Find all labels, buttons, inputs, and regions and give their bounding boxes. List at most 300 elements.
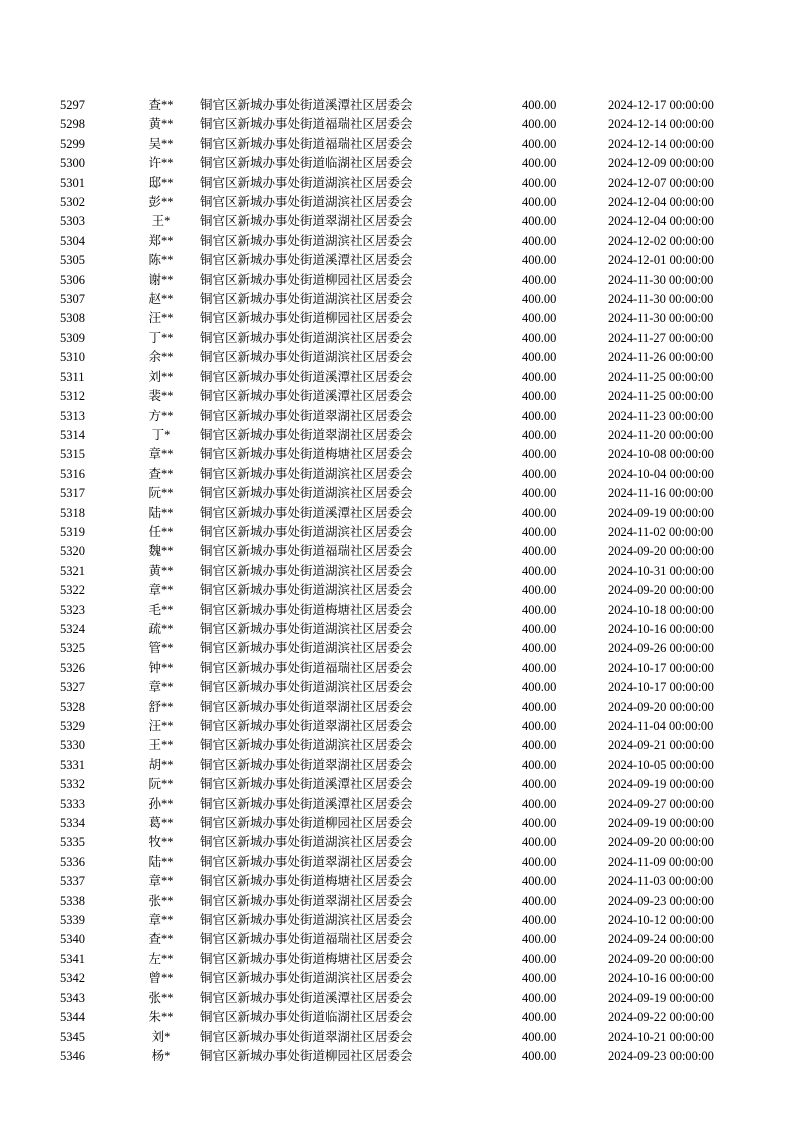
record-amount: 400.00 <box>522 253 557 268</box>
record-id: 5334 <box>60 816 85 831</box>
record-amount: 400.00 <box>522 233 557 248</box>
table-row <box>60 1008 733 1027</box>
record-id: 5299 <box>60 136 85 151</box>
table-row <box>60 1047 733 1066</box>
record-organization: 铜官区新城办事处街道翠湖社区居委会 <box>200 893 413 908</box>
record-amount: 400.00 <box>522 195 557 210</box>
record-id: 5305 <box>60 253 85 268</box>
record-date: 2024-09-20 00:00:00 <box>608 835 714 850</box>
record-id: 5317 <box>60 486 85 501</box>
spacer-cell <box>450 96 522 115</box>
record-id: 5324 <box>60 621 85 636</box>
record-name: 任** <box>148 524 174 539</box>
record-name: 阮** <box>148 777 174 792</box>
record-organization: 铜官区新城办事处街道福瑞社区居委会 <box>200 544 413 559</box>
record-date: 2024-10-16 00:00:00 <box>608 971 714 986</box>
record-id: 5306 <box>60 272 85 287</box>
record-id: 5345 <box>60 1029 85 1044</box>
spacer-cell <box>450 368 522 387</box>
record-amount: 400.00 <box>522 486 557 501</box>
record-amount: 400.00 <box>522 292 557 307</box>
record-date: 2024-11-09 00:00:00 <box>608 854 714 869</box>
record-amount: 400.00 <box>522 524 557 539</box>
record-date: 2024-12-04 00:00:00 <box>608 214 714 229</box>
table-row <box>60 542 733 561</box>
record-date: 2024-12-17 00:00:00 <box>608 98 714 112</box>
record-id: 5322 <box>60 583 85 598</box>
table-row <box>60 678 733 697</box>
record-date: 2024-11-26 00:00:00 <box>608 350 714 365</box>
record-id: 5301 <box>60 175 85 190</box>
record-name: 疏** <box>148 621 174 636</box>
record-organization: 铜官区新城办事处街道湖滨社区居委会 <box>200 350 413 365</box>
record-id: 5311 <box>60 369 85 384</box>
record-amount: 400.00 <box>522 408 557 423</box>
table-row <box>60 368 733 387</box>
spacer-cell <box>450 504 522 523</box>
record-amount: 400.00 <box>522 777 557 792</box>
record-date: 2024-10-12 00:00:00 <box>608 913 714 928</box>
record-organization: 铜官区新城办事处街道湖滨社区居委会 <box>200 524 413 539</box>
record-date: 2024-10-31 00:00:00 <box>608 563 714 578</box>
spacer-cell <box>450 387 522 406</box>
table-row <box>60 659 733 678</box>
spacer-cell <box>450 911 522 930</box>
record-name: 黄** <box>148 563 174 578</box>
record-amount: 400.00 <box>522 1029 557 1044</box>
table-row <box>60 736 733 755</box>
record-id: 5339 <box>60 913 85 928</box>
table-row <box>60 892 733 911</box>
table-row <box>60 329 733 348</box>
record-name: 谢** <box>148 272 174 287</box>
record-organization: 铜官区新城办事处街道柳园社区居委会 <box>200 311 413 326</box>
table-row <box>60 232 733 251</box>
record-organization: 铜官区新城办事处街道湖滨社区居委会 <box>200 195 413 210</box>
table-row <box>60 601 733 620</box>
record-name: 章** <box>148 583 174 598</box>
spacer-cell <box>450 678 522 697</box>
record-name: 汪** <box>148 719 174 733</box>
record-amount: 400.00 <box>522 951 557 966</box>
record-date: 2024-10-21 00:00:00 <box>608 1029 714 1044</box>
record-id: 5314 <box>60 427 85 442</box>
record-organization: 铜官区新城办事处街道翠湖社区居委会 <box>200 757 413 772</box>
record-date: 2024-10-08 00:00:00 <box>608 447 714 462</box>
record-date: 2024-11-30 00:00:00 <box>608 272 714 287</box>
record-organization: 铜官区新城办事处街道湖滨社区居委会 <box>200 563 413 578</box>
spacer-cell <box>450 271 522 290</box>
record-name: 胡** <box>148 757 174 772</box>
spacer-cell <box>450 465 522 484</box>
spacer-cell <box>450 1047 522 1066</box>
record-amount: 400.00 <box>522 990 557 1005</box>
spacer-cell <box>450 154 522 173</box>
record-date: 2024-10-04 00:00:00 <box>608 466 714 481</box>
record-date: 2024-11-16 00:00:00 <box>608 486 714 501</box>
record-date: 2024-10-17 00:00:00 <box>608 660 714 675</box>
record-organization: 铜官区新城办事处街道湖滨社区居委会 <box>200 233 413 248</box>
record-date: 2024-09-26 00:00:00 <box>608 641 714 656</box>
spacer-cell <box>450 620 522 639</box>
record-id: 5329 <box>60 719 85 733</box>
record-name: 魏** <box>148 544 174 559</box>
spacer-cell <box>450 445 522 464</box>
table-row <box>60 154 733 173</box>
record-organization: 铜官区新城办事处街道柳园社区居委会 <box>200 816 413 831</box>
record-amount: 400.00 <box>522 427 557 442</box>
record-name: 管** <box>148 641 174 656</box>
record-name: 牧** <box>148 835 174 850</box>
table-row <box>60 698 733 717</box>
record-name: 章** <box>148 913 174 928</box>
record-date: 2024-09-23 00:00:00 <box>608 1048 714 1063</box>
spacer-cell <box>450 601 522 620</box>
record-organization: 铜官区新城办事处街道湖滨社区居委会 <box>200 330 413 345</box>
table-row <box>60 465 733 484</box>
record-organization: 铜官区新城办事处街道翠湖社区居委会 <box>200 427 413 442</box>
table-row <box>60 174 733 193</box>
table-row <box>60 911 733 930</box>
record-amount: 400.00 <box>522 369 557 384</box>
record-name: 郑** <box>148 233 174 248</box>
record-id: 5323 <box>60 602 85 617</box>
record-date: 2024-12-07 00:00:00 <box>608 175 714 190</box>
record-organization: 铜官区新城办事处街道翠湖社区居委会 <box>200 1029 413 1044</box>
record-id: 5327 <box>60 680 85 695</box>
record-date: 2024-09-20 00:00:00 <box>608 544 714 559</box>
record-date: 2024-11-27 00:00:00 <box>608 330 714 345</box>
record-organization: 铜官区新城办事处街道翠湖社区居委会 <box>200 408 413 423</box>
table-row <box>60 756 733 775</box>
spacer-cell <box>450 251 522 270</box>
table-row <box>60 620 733 639</box>
record-amount: 400.00 <box>522 699 557 714</box>
record-amount: 400.00 <box>522 350 557 365</box>
record-id: 5298 <box>60 117 85 132</box>
record-amount: 400.00 <box>522 913 557 928</box>
spacer-cell <box>450 969 522 988</box>
record-date: 2024-12-14 00:00:00 <box>608 136 714 151</box>
table-row <box>60 853 733 872</box>
record-id: 5325 <box>60 641 85 656</box>
table-row <box>60 309 733 328</box>
record-amount: 400.00 <box>522 544 557 559</box>
record-name: 方** <box>148 408 174 423</box>
record-date: 2024-09-19 00:00:00 <box>608 777 714 792</box>
record-organization: 铜官区新城办事处街道福瑞社区居委会 <box>200 117 413 132</box>
spacer-cell <box>450 135 522 154</box>
record-amount: 400.00 <box>522 641 557 656</box>
record-organization: 铜官区新城办事处街道湖滨社区居委会 <box>200 835 413 850</box>
record-organization: 铜官区新城办事处街道福瑞社区居委会 <box>200 136 413 151</box>
record-organization: 铜官区新城办事处街道柳园社区居委会 <box>200 272 413 287</box>
table-row <box>60 115 733 134</box>
record-amount: 400.00 <box>522 563 557 578</box>
table-row <box>60 212 733 231</box>
record-organization: 铜官区新城办事处街道梅塘社区居委会 <box>200 951 413 966</box>
record-date: 2024-11-20 00:00:00 <box>608 427 714 442</box>
record-name: 许** <box>148 156 174 171</box>
record-name: 陆** <box>148 854 174 869</box>
record-id: 5328 <box>60 699 85 714</box>
record-organization: 铜官区新城办事处街道湖滨社区居委会 <box>200 680 413 695</box>
spacer-cell <box>450 581 522 600</box>
record-organization: 铜官区新城办事处街道湖滨社区居委会 <box>200 621 413 636</box>
record-name: 王* <box>151 214 171 229</box>
record-id: 5297 <box>60 98 85 112</box>
record-amount: 400.00 <box>522 719 557 733</box>
record-id: 5341 <box>60 951 85 966</box>
record-date: 2024-12-01 00:00:00 <box>608 253 714 268</box>
table-row <box>60 251 733 270</box>
record-date: 2024-12-04 00:00:00 <box>608 195 714 210</box>
record-amount: 400.00 <box>522 680 557 695</box>
record-amount: 400.00 <box>522 621 557 636</box>
table-row <box>60 814 733 833</box>
table-row <box>60 290 733 309</box>
spacer-cell <box>450 989 522 1008</box>
record-amount: 400.00 <box>522 117 557 132</box>
record-name: 葛** <box>148 816 174 831</box>
record-id: 5336 <box>60 854 85 869</box>
spacer-cell <box>450 736 522 755</box>
record-date: 2024-09-19 00:00:00 <box>608 505 714 520</box>
table-row <box>60 581 733 600</box>
table-row <box>60 930 733 949</box>
record-name: 彭** <box>148 195 174 210</box>
spacer-cell <box>450 115 522 134</box>
record-date: 2024-11-04 00:00:00 <box>608 719 714 733</box>
record-amount: 400.00 <box>522 854 557 869</box>
record-name: 刘* <box>151 1029 171 1044</box>
spacer-cell <box>450 1008 522 1027</box>
record-name: 丁** <box>148 330 174 345</box>
record-id: 5337 <box>60 874 85 889</box>
record-id: 5307 <box>60 292 85 307</box>
record-organization: 铜官区新城办事处街道临湖社区居委会 <box>200 1010 413 1025</box>
table-row <box>60 795 733 814</box>
spacer-cell <box>450 1028 522 1047</box>
record-organization: 铜官区新城办事处街道溪潭社区居委会 <box>200 505 413 520</box>
spacer-cell <box>450 775 522 794</box>
record-name: 余** <box>148 350 174 365</box>
record-id: 5338 <box>60 893 85 908</box>
record-organization: 铜官区新城办事处街道柳园社区居委会 <box>200 1048 413 1063</box>
record-organization: 铜官区新城办事处街道湖滨社区居委会 <box>200 913 413 928</box>
spacer-cell <box>450 232 522 251</box>
record-name: 朱** <box>148 1010 174 1025</box>
record-name: 杨* <box>151 1048 171 1063</box>
record-name: 查** <box>148 932 174 947</box>
spacer-cell <box>450 853 522 872</box>
records-table <box>60 96 733 1066</box>
record-amount: 400.00 <box>522 447 557 462</box>
record-name: 张** <box>148 893 174 908</box>
table-row <box>60 484 733 503</box>
record-date: 2024-12-14 00:00:00 <box>608 117 714 132</box>
table-row <box>60 969 733 988</box>
record-id: 5344 <box>60 1010 85 1025</box>
record-name: 丁* <box>151 427 171 442</box>
record-organization: 铜官区新城办事处街道溪潭社区居委会 <box>200 369 413 384</box>
record-id: 5300 <box>60 156 85 171</box>
record-date: 2024-09-24 00:00:00 <box>608 932 714 947</box>
record-date: 2024-11-25 00:00:00 <box>608 369 714 384</box>
record-id: 5340 <box>60 932 85 947</box>
record-name: 阮** <box>148 486 174 501</box>
table-row <box>60 348 733 367</box>
record-organization: 铜官区新城办事处街道翠湖社区居委会 <box>200 854 413 869</box>
record-id: 5346 <box>60 1048 85 1063</box>
record-id: 5318 <box>60 505 85 520</box>
table-row <box>60 504 733 523</box>
record-amount: 400.00 <box>522 1010 557 1025</box>
spacer-cell <box>450 756 522 775</box>
table-row <box>60 950 733 969</box>
record-organization: 铜官区新城办事处街道翠湖社区居委会 <box>200 699 413 714</box>
record-id: 5310 <box>60 350 85 365</box>
table-row <box>60 562 733 581</box>
record-date: 2024-11-25 00:00:00 <box>608 389 714 404</box>
record-organization: 铜官区新城办事处街道梅塘社区居委会 <box>200 602 413 617</box>
record-amount: 400.00 <box>522 98 557 112</box>
record-amount: 400.00 <box>522 796 557 811</box>
record-amount: 400.00 <box>522 816 557 831</box>
record-organization: 铜官区新城办事处街道翠湖社区居委会 <box>200 214 413 229</box>
record-name: 左** <box>148 951 174 966</box>
record-name: 汪** <box>148 311 174 326</box>
record-id: 5316 <box>60 466 85 481</box>
spacer-cell <box>450 833 522 852</box>
spacer-cell <box>450 290 522 309</box>
record-name: 王** <box>148 738 174 753</box>
record-date: 2024-09-23 00:00:00 <box>608 893 714 908</box>
spacer-cell <box>450 174 522 193</box>
record-amount: 400.00 <box>522 583 557 598</box>
record-id: 5308 <box>60 311 85 326</box>
record-id: 5309 <box>60 330 85 345</box>
spacer-cell <box>450 348 522 367</box>
record-amount: 400.00 <box>522 971 557 986</box>
record-date: 2024-09-21 00:00:00 <box>608 738 714 753</box>
record-name: 刘** <box>148 369 174 384</box>
record-amount: 400.00 <box>522 660 557 675</box>
table-row <box>60 717 733 736</box>
record-organization: 铜官区新城办事处街道湖滨社区居委会 <box>200 738 413 753</box>
table-row <box>60 193 733 212</box>
record-name: 曾** <box>148 971 174 986</box>
record-name: 章** <box>148 680 174 695</box>
record-amount: 400.00 <box>522 136 557 151</box>
table-row <box>60 989 733 1008</box>
spacer-cell <box>450 795 522 814</box>
record-id: 5342 <box>60 971 85 986</box>
record-id: 5315 <box>60 447 85 462</box>
record-amount: 400.00 <box>522 311 557 326</box>
spacer-cell <box>450 562 522 581</box>
record-organization: 铜官区新城办事处街道溪潭社区居委会 <box>200 777 413 792</box>
record-id: 5330 <box>60 738 85 753</box>
record-date: 2024-09-19 00:00:00 <box>608 990 714 1005</box>
record-id: 5303 <box>60 214 85 229</box>
record-id: 5335 <box>60 835 85 850</box>
record-id: 5304 <box>60 233 85 248</box>
spacer-cell <box>450 930 522 949</box>
record-date: 2024-09-20 00:00:00 <box>608 951 714 966</box>
record-date: 2024-09-20 00:00:00 <box>608 699 714 714</box>
record-amount: 400.00 <box>522 175 557 190</box>
spacer-cell <box>450 639 522 658</box>
record-organization: 铜官区新城办事处街道福瑞社区居委会 <box>200 660 413 675</box>
record-date: 2024-09-22 00:00:00 <box>608 1010 714 1025</box>
table-row <box>60 639 733 658</box>
record-amount: 400.00 <box>522 466 557 481</box>
spacer-cell <box>450 814 522 833</box>
record-date: 2024-11-30 00:00:00 <box>608 311 714 326</box>
spacer-cell <box>450 193 522 212</box>
record-organization: 铜官区新城办事处街道湖滨社区居委会 <box>200 583 413 598</box>
record-name: 章** <box>148 447 174 462</box>
record-organization: 铜官区新城办事处街道溪潭社区居委会 <box>200 796 413 811</box>
spacer-cell <box>450 950 522 969</box>
spacer-cell <box>450 309 522 328</box>
record-name: 查** <box>148 466 174 481</box>
record-name: 钟** <box>148 660 174 675</box>
record-id: 5331 <box>60 757 85 772</box>
record-organization: 铜官区新城办事处街道湖滨社区居委会 <box>200 175 413 190</box>
record-date: 2024-09-27 00:00:00 <box>608 796 714 811</box>
spacer-cell <box>450 484 522 503</box>
record-date: 2024-10-18 00:00:00 <box>608 602 714 617</box>
table-row <box>60 96 733 115</box>
record-date: 2024-10-16 00:00:00 <box>608 621 714 636</box>
record-name: 黄** <box>148 117 174 132</box>
record-organization: 铜官区新城办事处街道湖滨社区居委会 <box>200 292 413 307</box>
record-amount: 400.00 <box>522 1048 557 1063</box>
spacer-cell <box>450 542 522 561</box>
spacer-cell <box>450 212 522 231</box>
record-organization: 铜官区新城办事处街道溪潭社区居委会 <box>200 389 413 404</box>
spacer-cell <box>450 329 522 348</box>
record-name: 张** <box>148 990 174 1005</box>
record-amount: 400.00 <box>522 272 557 287</box>
record-id: 5332 <box>60 777 85 792</box>
record-id: 5321 <box>60 563 85 578</box>
table-row <box>60 426 733 445</box>
record-amount: 400.00 <box>522 874 557 889</box>
record-amount: 400.00 <box>522 893 557 908</box>
record-amount: 400.00 <box>522 389 557 404</box>
record-organization: 铜官区新城办事处街道溪潭社区居委会 <box>200 98 413 112</box>
record-id: 5326 <box>60 660 85 675</box>
table-row <box>60 271 733 290</box>
record-date: 2024-12-02 00:00:00 <box>608 233 714 248</box>
record-amount: 400.00 <box>522 602 557 617</box>
record-date: 2024-11-02 00:00:00 <box>608 524 714 539</box>
table-row <box>60 445 733 464</box>
record-organization: 铜官区新城办事处街道湖滨社区居委会 <box>200 486 413 501</box>
record-name: 毛** <box>148 602 174 617</box>
record-date: 2024-09-19 00:00:00 <box>608 816 714 831</box>
spacer-cell <box>450 892 522 911</box>
record-organization: 铜官区新城办事处街道临湖社区居委会 <box>200 156 413 171</box>
spacer-cell <box>450 523 522 542</box>
record-date: 2024-10-17 00:00:00 <box>608 680 714 695</box>
spacer-cell <box>450 698 522 717</box>
table-row <box>60 523 733 542</box>
record-name: 吴** <box>148 136 174 151</box>
